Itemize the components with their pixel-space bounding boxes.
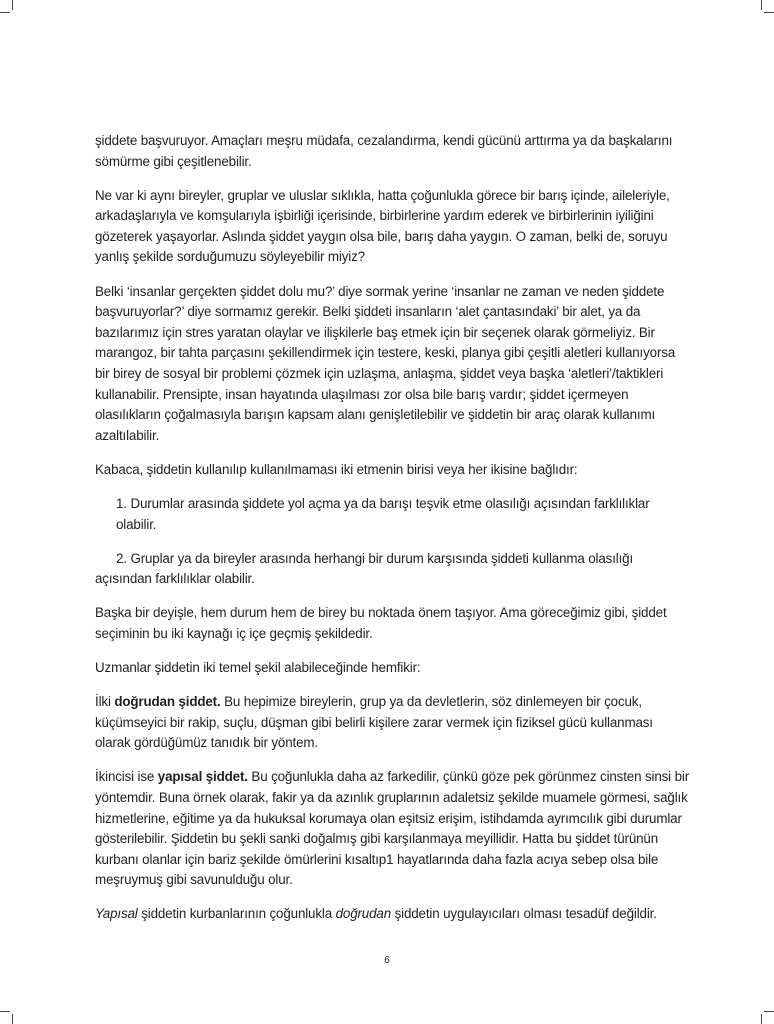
page-body xyxy=(95,131,690,939)
closing-em-structural: Yapısal xyxy=(95,906,138,922)
crop-mark-bottom-right xyxy=(764,1011,774,1012)
paragraph-structural-violence xyxy=(95,767,690,891)
closing-end: şiddetin uygulayıcıları olması tesadüf değildir. xyxy=(391,906,657,922)
direct-rest: Bu hepimize bireylerin, grup ya da devletlerin, söz dinlemeyen bir çocuk, küçümseyici bir rakip, suçlu, düşman gibi belirli kişilere zarar vermek için fiziksel gücü kullanması olarak gördüğümüz tanıdık bir yöntem. xyxy=(95,694,653,751)
list-item-situations: 1. Durumlar arasında şiddete yol açma ya da barışı teşvik etme olasılığı açısından farklılıklar olabilir. xyxy=(116,495,650,532)
paragraph-direct-violence xyxy=(95,692,690,754)
crop-mark-bottom-left-v xyxy=(12,1014,13,1024)
paragraph-factors: Kabaca, şiddetin kullanılıp kullanılmaması iki etmenin birisi veya her ikisine bağlıdır: xyxy=(95,461,578,477)
paragraph-closing xyxy=(95,904,690,925)
paragraph-sources: Başka bir deyişle, hem durum hem de birey bu noktada önem taşıyor. Ama göreceğimiz gibi, şiddet seçiminin bu iki kaynağı iç içe geçmiş şekildedir. xyxy=(95,605,667,641)
paragraph-peace: Ne var ki aynı bireyler, gruplar ve uluslar sıklıkla, hatta çoğunlukla görece bir barış içinde, aileleriyle, arkadaşlarıyla ve komşularıyla işbirliği içerisinde, birbirlerine yardım ederek ve birbirlerinin iyiliğini gözeterek yaşayorlar. Aslında şiddet yaygın olsa bile, barış daha yaygın. O zaman, belki de, soruyu yanlış şekilde sorduğumuzu söyleyebilir miyiz? xyxy=(95,187,670,265)
structural-rest: Bu çoğunlukla daha az farkedilir, çünkü göze pek görünmez cinsten sinsi bir yöntemdir. Buna örnek olarak, fakir ya da azınlık gruplarının adaletsiz şekilde muamele görmesi, sağlık hizmetlerine, eğitime ya da hukuksal korumaya olan eşitsiz erişim, istihdamda ayrımcılık gibi durumlar gösterilebilir. Şiddetin bu şekli sanki doğalmış gibi karşılanmaya meyillidir. Hatta bu şiddet türünün kurbanı olanlar için bariz şekilde ömürlerini kısaltıp1 hayatlarında daha fazla acıya sebep olsa bile meşruymuş gibi savunulduğu olur. xyxy=(95,769,690,888)
crop-mark-top-right-v xyxy=(761,0,762,10)
crop-mark-bottom-left xyxy=(0,1011,10,1012)
crop-mark-top-right xyxy=(764,12,774,13)
structural-term: yapısal şiddet. xyxy=(157,769,248,785)
paragraph-toolbox: Belki ‘insanlar gerçekten şiddet dolu mu?’ diye sormak yerine ‘insanlar ne zaman ve neden şiddete başvuruyorlar?’ diye sormamız gerekir. Belki şiddeti insanların ‘alet çantasındaki’ bir alet, ya da bazılarımız için stres yaratan olaylar ve ilişkilerle baş etmek için bir seçenek olarak görmeliyiz. Bir marangoz, bir tahta parçasını şekillendirmek için testere, keski, planya gibi çeşitli aletleri kullanıyorsa bir birey de sosyal bir problemi çözmek için uzlaşma, anlaşma, şiddet veya başka ‘aletleri’/taktikleri kullanabilir. Prensipte, insan hayatında ulaşılması zor olsa bile barış vardır; şiddet içermeyen olasılıkların çoğalmasıyla barışın kapsam alanı genişletilebilir ve şiddetin bir araç olarak kullanımı azaltılabilir. xyxy=(95,283,676,443)
closing-em-direct: doğrudan xyxy=(335,906,391,922)
crop-mark-bottom-right-v xyxy=(761,1014,762,1024)
direct-term: doğrudan şiddet. xyxy=(114,694,221,710)
paragraph-intro: şiddete başvuruyor. Amaçları meşru müdafa, cezalandırma, kendi gücünü arttırma ya da başkalarını sömürme gibi çeşitlenebilir. xyxy=(95,133,673,169)
page-number: 6 xyxy=(384,955,390,966)
closing-mid: şiddetin kurbanlarının çoğunlukla xyxy=(137,906,336,922)
direct-lead: İlki xyxy=(95,694,115,710)
crop-mark-top-left xyxy=(0,12,10,13)
list-item-individuals: 2. Gruplar ya da bireyler arasında herhangi bir durum karşısında şiddeti kullanma olasılığı açısından farklılıklar olabilir. xyxy=(95,550,634,587)
paragraph-experts: Uzmanlar şiddetin iki temel şekil alabileceğinde hemfikir: xyxy=(95,659,421,675)
structural-lead: İkincisi ise xyxy=(95,769,158,785)
crop-mark-top-left-v xyxy=(12,0,13,10)
